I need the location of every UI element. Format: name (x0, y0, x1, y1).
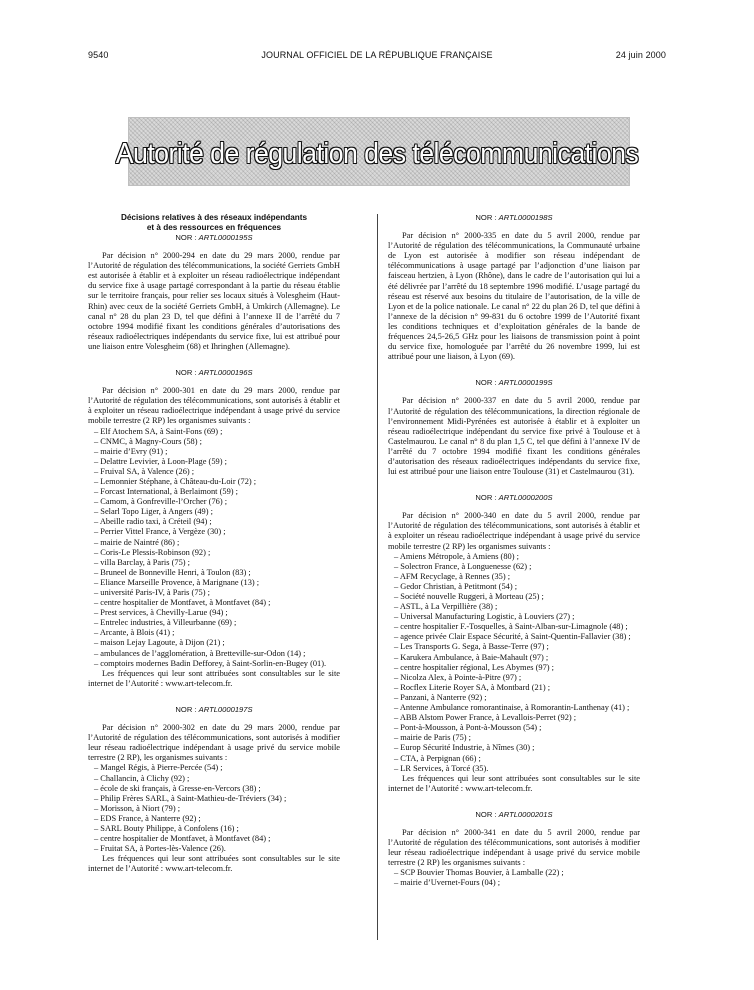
nor-code: ARTL0000198S (498, 213, 553, 222)
list-item: – mairie d’Evry (91) ; (88, 447, 340, 457)
decision-paragraph: Par décision n° 2000-301 en date du 29 mars 2000, rendue par l’Autorité de régulation des télécommunications, sont autorisés à établir et à exploiter un réseau radioélectrique indépendant à usage privé du service mobile terrestre (2 RP) les organismes suivants : (88, 386, 340, 426)
left-column (88, 213, 340, 874)
list-item: – SCP Bouvier Thomas Bouvier, à Lamballe (22) ; (388, 868, 640, 878)
list-item: – ABB Alstom Power France, à Levallois-Perret (92) ; (388, 713, 640, 723)
list-item: – centre hospitalier F.-Tosquelles, à Saint-Alban-sur-Limagnole (48) ; (388, 622, 640, 632)
nor-reference (88, 705, 340, 715)
list-item: – Abeille radio taxi, à Créteil (94) ; (88, 517, 340, 527)
list-item: – Camom, à Gonfreville-l’Orcher (76) ; (88, 497, 340, 507)
nor-reference (88, 368, 340, 378)
list-item: – Arcante, à Blois (41) ; (88, 628, 340, 638)
list-item: – Bruneel de Bonneville Henri, à Toulon (83) ; (88, 568, 340, 578)
list-item: – Solectron France, à Longuenesse (62) ; (388, 562, 640, 572)
nor-label: NOR : (475, 809, 497, 819)
nor-label: NOR : (475, 378, 497, 388)
nor-label: NOR : (175, 233, 197, 242)
decision-paragraph: Par décision n° 2000-335 en date du 5 avril 2000, rendue par l’Autorité de régulation des télécommunications, la Communauté urbaine de Lyon est autorisée à modifier son réseau indépendant de télécommunications à usage partagé par l’adjonction d’une liaison par faisceau hertzien, à Lyon (Rhône), dans le cadre de l’autorisation qui lui a été délivrée par l’arrêté du 18 septembre 1996 modifié. L’usage partagé du réseau est réservé aux besoins du titulaire de l’autorisation, de la ville de Lyon et de la police nationale. Le canal n° 22 du plan 26 D, tel que défini à l’annexe de la décision n° 99-831 du 6 octobre 1999 de l’Autorité fixant les conditions techniques et d’exploitation générales de la bande de fréquences 24,5-26,5 GHz pour les liaisons de transmission point à point du service fixe, homologuée par l’arrêté du 26 novembre 1999, lui est attribué pour une liaison, à Lyon (69). (388, 231, 640, 362)
nor-reference (388, 493, 640, 503)
page-number: 9540 (88, 50, 109, 60)
list-item: – mairie de Naintré (86) ; (88, 538, 340, 548)
list-item: – Rocflex Literie Royer SA, à Montbard (21) ; (388, 683, 640, 693)
list-item: – villa Barclay, à Paris (75) ; (88, 558, 340, 568)
page-header (88, 50, 666, 64)
list-item: – comptoirs modernes Badin Defforey, à Saint-Sorlin-en-Bugey (01). (88, 659, 340, 669)
list-item: – AFM Recyclage, à Rennes (35) ; (388, 572, 640, 582)
list-item: – Europ Sécurité Industrie, à Nîmes (30) ; (388, 743, 640, 753)
list-item: – SARL Bouty Philippe, à Confolens (16) ; (88, 824, 340, 834)
list-item: – Fruival SA, à Valence (26) ; (88, 467, 340, 477)
list-item: – Forcast International, à Berlaimont (59) ; (88, 487, 340, 497)
nor-label: NOR : (175, 368, 197, 378)
list-item: – LR Services, à Torcé (35). (388, 764, 640, 774)
nor-label: NOR : (475, 493, 497, 503)
column-divider (377, 214, 378, 940)
nor-reference (388, 213, 640, 223)
list-item: – maison Lejay Lagoute, à Dijon (21) ; (88, 638, 340, 648)
list-item: – Challancin, à Clichy (92) ; (88, 774, 340, 784)
list-item: – centre hospitalier de Montfavet, à Montfavet (84) ; (88, 834, 340, 844)
list-item: – Les Transports G. Sega, à Basse-Terre (97) ; (388, 642, 640, 652)
list-item: – Fruitat SA, à Portes-lès-Valence (26). (88, 844, 340, 854)
nor-label: NOR : (475, 213, 497, 222)
list-item: – Coris-Le Plessis-Robinson (92) ; (88, 548, 340, 558)
list-item: – centre hospitalier régional, Les Abymes (97) ; (388, 663, 640, 673)
banner-title: Autorité de régulation des télécommunications (115, 138, 639, 170)
list-item: – Prest services, à Chevilly-Larue (94) ; (88, 608, 340, 618)
nor-code: ARTL0000201S (498, 809, 553, 819)
list-item: – Elf Atochem SA, à Saint-Fons (69) ; (88, 427, 340, 437)
list-item: – agence privée Clair Espace Sécurité, à Saint-Quentin-Fallavier (38) ; (388, 632, 640, 642)
list-item: – Selarl Topo Liger, à Angers (49) ; (88, 507, 340, 517)
list-item: – Perrier Vittel France, à Vergèze (30) ; (88, 527, 340, 537)
organisms-list (88, 763, 340, 854)
list-item: – Karukera Ambulance, à Baie-Mahault (97) ; (388, 653, 640, 663)
list-item: – Nicolza Alex, à Pointe-à-Pitre (97) ; (388, 673, 640, 683)
list-item: – Pont-à-Mousson, à Pont-à-Mousson (54) ; (388, 723, 640, 733)
decision-paragraph: Par décision n° 2000-302 en date du 29 mars 2000, rendue par l’Autorité de régulation des télécommunications, sont autorisés à modifier leur réseau radioélectrique indépendant à usage privé du service mobile terrestre (2 RP), les organismes suivants : (88, 723, 340, 763)
list-item: – centre hospitalier de Montfavet, à Montfavet (84) ; (88, 598, 340, 608)
list-item: – Amiens Métropole, à Amiens (80) ; (388, 552, 640, 562)
list-item: – Gedor Christian, à Petitmont (54) ; (388, 582, 640, 592)
nor-reference (388, 810, 640, 820)
list-item: – ASTL, à La Verpillière (38) ; (388, 602, 640, 612)
decision-paragraph: Par décision n° 2000-340 en date du 5 avril 2000, rendue par l’Autorité de régulation des télécommunications, sont autorisés à établir et à exploiter un réseau radioélectrique indépendant à usage privé du service mobile terrestre (2 RP) les organismes suivants : (388, 511, 640, 551)
decision-paragraph: Par décision n° 2000-294 en date du 29 mars 2000, rendue par l’Autorité de régulation des télécommunications, la société Gerriets GmbH est autorisée à établir et à exploiter un réseau radioélectrique indépendant du service fixe à usage partagé correspondant à la partie du réseau établie sur le territoire français, pour relier ses locaux situés à Volesgheim (Haut-Rhin) avec ceux de la société Gerriets GmbH, à Umkirch (Allemagne). Le canal n° 28 du plan 23 D, tel que défini à l’annexe II de l’arrêté du 7 octobre 1994 modifié fixant les conditions générales d’autorisations des réseaux radioélectriques indépendants du service fixe, lui est attribué pour une liaison entre Volesgheim (68) et Ihringhen (Allemagne). (88, 251, 340, 351)
nor-code: ARTL0000200S (498, 493, 553, 503)
list-item: – EDS France, à Nanterre (92) ; (88, 814, 340, 824)
list-item: – Lemonnier Stéphane, à Château-du-Loir (72) ; (88, 477, 340, 487)
list-item: – CNMC, à Magny-Cours (58) ; (88, 437, 340, 447)
journal-title: JOURNAL OFFICIEL DE LA RÉPUBLIQUE FRANÇAISE (261, 50, 493, 60)
nor-code: ARTL0000197S (198, 704, 253, 714)
frequencies-note: Les fréquences qui leur sont attribuées sont consultables sur le site internet de l’Autorité : www.art-telecom.fr. (88, 854, 340, 874)
right-column (388, 213, 640, 889)
organisms-list (388, 868, 640, 888)
organisms-list (88, 427, 340, 669)
list-item: – Delattre Levivier, à Loon-Plage (59) ; (88, 457, 340, 467)
list-item: – Antenne Ambulance romorantinaise, à Romorantin-Lanthenay (41) ; (388, 703, 640, 713)
nor-reference (388, 378, 640, 388)
nor-label: NOR : (175, 704, 197, 714)
issue-date: 24 juin 2000 (615, 50, 666, 60)
list-item: – CTA, à Perpignan (66) ; (388, 754, 640, 764)
list-item: – Société nouvelle Ruggeri, à Morteau (25) ; (388, 592, 640, 602)
list-item: – ambulances de l’agglomération, à Bretteville-sur-Odon (14) ; (88, 649, 340, 659)
list-item: – Panzani, à Nanterre (92) ; (388, 693, 640, 703)
nor-code: ARTL0000195S (198, 233, 253, 242)
frequencies-note: Les fréquences qui leur sont attribuées sont consultables sur le site internet de l’Autorité : www.art-telecom.fr. (88, 668, 340, 688)
decision-paragraph: Par décision n° 2000-337 en date du 5 avril 2000, rendue par l’Autorité de régulation des télécommunications, la direction régionale de l’environnement Midi-Pyrénées est autorisée à établir et à exploiter un réseau radioélectrique indépendant du service fixe privé à Toulouse et à Castelmaurou. Le canal n° 8 du plan 1,5 C, tel que défini à l’annexe IV de l’arrêté du 7 octobre 1994 modifié fixant les conditions générales d’autorisation des réseaux radioélectriques indépendants du service fixe, lui est attribué pour une liaison entre Toulouse (31) et Castelmaurou (31). (388, 396, 640, 477)
nor-code: ARTL0000196S (198, 368, 253, 378)
list-item: – mairie de Paris (75) ; (388, 733, 640, 743)
list-item: – école de ski français, à Gresse-en-Vercors (38) ; (88, 784, 340, 794)
frequencies-note: Les fréquences qui leur sont attribuées sont consultables sur le site internet de l’Autorité : www.art-telecom.fr. (388, 773, 640, 793)
section-title-line-2: et à des ressources en fréquences (146, 223, 282, 232)
list-item: – Universal Manufacturing Logistic, à Louviers (27) ; (388, 612, 640, 622)
organisms-list (388, 552, 640, 774)
decision-paragraph: Par décision n° 2000-341 en date du 5 avril 2000, rendue par l’Autorité de régulation des télécommunications, sont autorisés à modifier leur réseau radioélectrique indépendant à usage privé du service mobile terrestre (2 RP) les organismes suivants : (388, 827, 640, 868)
nor-code: ARTL0000199S (498, 378, 553, 388)
section-title-line-1: Décisions relatives à des réseaux indépendants (120, 213, 308, 222)
list-item: – Philip Frères SARL, à Saint-Mathieu-de-Tréviers (34) ; (88, 794, 340, 804)
list-item: – Morisson, à Niort (79) ; (88, 804, 340, 814)
nor-reference (88, 233, 340, 243)
list-item: – Eliance Marseille Provence, à Marignane (13) ; (88, 578, 340, 588)
list-item: – université Paris-IV, à Paris (75) ; (88, 588, 340, 598)
list-item: – Entrelec industries, à Villeurbanne (69) ; (88, 618, 340, 628)
list-item: – Mangel Régis, à Pierre-Percée (54) ; (88, 763, 340, 773)
list-item: – mairie d’Uvernet-Fours (04) ; (388, 878, 640, 888)
